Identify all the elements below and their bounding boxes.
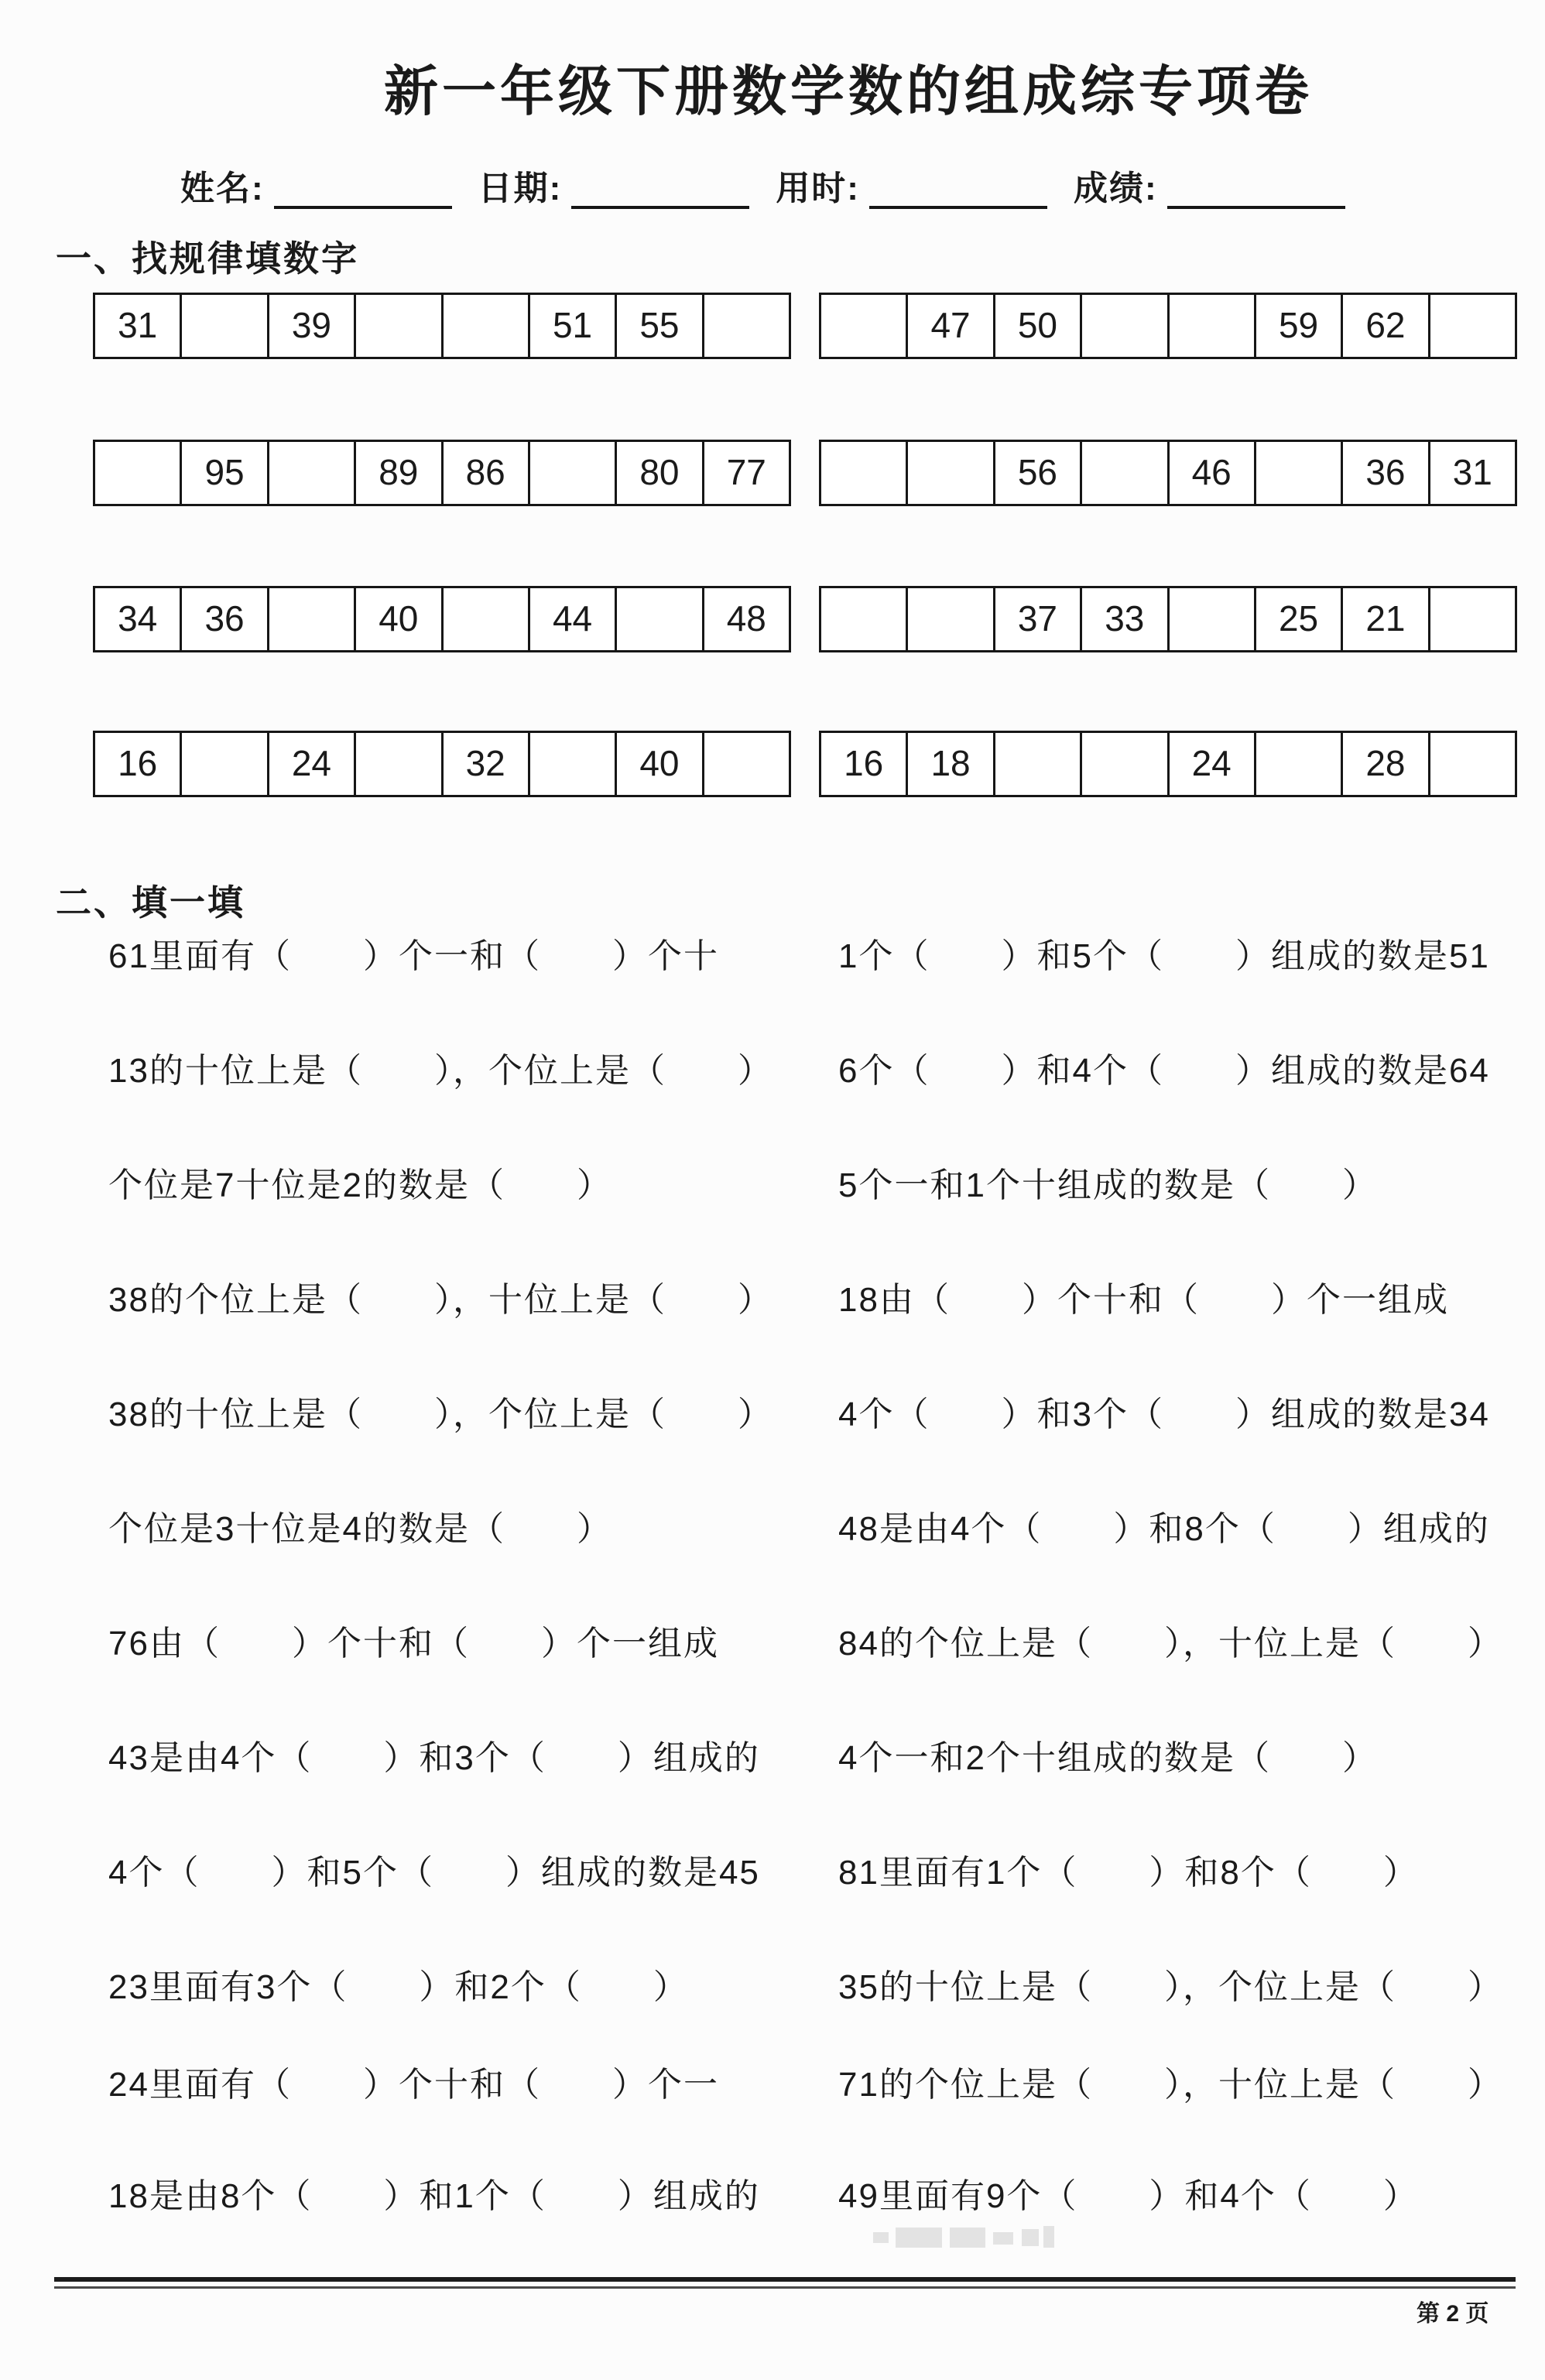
sequence-cell-blank xyxy=(908,588,995,650)
sequence-cell: 37 xyxy=(995,588,1082,650)
question-right-5: 4个（ ）和3个（ ）组成的数是34 xyxy=(838,1395,1490,1433)
sequence-cell: 95 xyxy=(182,442,269,504)
student-info-row xyxy=(180,169,1372,209)
sequence-cell: 50 xyxy=(995,295,1082,357)
sequence-table-row2-right xyxy=(819,440,1517,506)
sequence-cell-blank xyxy=(1082,442,1169,504)
sequence-cell: 80 xyxy=(617,442,704,504)
sequence-cell: 32 xyxy=(444,733,530,795)
question-left-11: 24里面有（ ）个十和（ ）个一 xyxy=(108,2066,719,2104)
sequence-cell: 25 xyxy=(1256,588,1343,650)
question-right-10: 35的十位上是（ ），个位上是（ ） xyxy=(838,1968,1503,2006)
sequence-cell-blank xyxy=(1170,588,1256,650)
date-blank-line xyxy=(571,170,749,209)
question-right-8: 4个一和2个十组成的数是（ ） xyxy=(838,1739,1378,1777)
question-right-6: 48是由4个（ ）和8个（ ）组成的 xyxy=(838,1510,1490,1548)
sequence-cell: 39 xyxy=(269,295,356,357)
question-right-11: 71的个位上是（ ），十位上是（ ） xyxy=(838,2066,1503,2104)
sequence-cell-blank xyxy=(269,588,356,650)
sequence-cell: 59 xyxy=(1256,295,1343,357)
sequence-cell: 40 xyxy=(617,733,704,795)
sequence-cell-blank xyxy=(444,295,530,357)
sequence-cell-blank xyxy=(1430,733,1515,795)
score-label: 成绩: xyxy=(1073,170,1158,207)
sequence-table-row2-left xyxy=(93,440,791,506)
question-left-3: 个位是7十位是2的数是（ ） xyxy=(108,1166,612,1204)
question-right-1: 1个（ ）和5个（ ）组成的数是51 xyxy=(838,937,1490,975)
sequence-cell: 31 xyxy=(95,295,182,357)
sequence-cell: 28 xyxy=(1343,733,1430,795)
question-left-1: 61里面有（ ）个一和（ ）个十 xyxy=(108,937,719,975)
sequence-cell-blank xyxy=(821,295,908,357)
sequence-cell: 18 xyxy=(908,733,995,795)
sequence-table-row4-left xyxy=(93,731,791,797)
section2-heading: 二、填一填 xyxy=(56,882,245,923)
sequence-cell-blank xyxy=(1430,295,1515,357)
question-left-4: 38的个位上是（ ），十位上是（ ） xyxy=(108,1281,773,1319)
sequence-cell: 55 xyxy=(617,295,704,357)
sequence-cell-blank xyxy=(444,588,530,650)
sequence-cell-blank xyxy=(1430,588,1515,650)
sequence-table-row1-right xyxy=(819,293,1517,359)
sequence-cell: 40 xyxy=(356,588,443,650)
sequence-cell: 21 xyxy=(1343,588,1430,650)
sequence-cell: 89 xyxy=(356,442,443,504)
sequence-cell-blank xyxy=(995,733,1082,795)
question-right-2: 6个（ ）和4个（ ）组成的数是64 xyxy=(838,1052,1490,1090)
sequence-cell: 24 xyxy=(269,733,356,795)
question-right-3: 5个一和1个十组成的数是（ ） xyxy=(838,1166,1378,1204)
date-label: 日期: xyxy=(478,170,563,207)
footer-rule xyxy=(54,2277,1516,2289)
sequence-cell: 46 xyxy=(1170,442,1256,504)
sequence-cell: 31 xyxy=(1452,452,1492,492)
sequence-table-row4-right xyxy=(819,731,1517,797)
sequence-cell-blank xyxy=(530,733,617,795)
sequence-cell-blank xyxy=(356,295,443,357)
sequence-cell: 86 xyxy=(444,442,530,504)
sequence-cell-blank xyxy=(95,442,182,504)
sequence-cell: 16 xyxy=(821,733,908,795)
page-title: 新一年级下册数学数的组成综专项卷 xyxy=(384,61,1313,122)
sequence-cell: 48 xyxy=(726,598,766,639)
sequence-cell-blank xyxy=(821,588,908,650)
sequence-cell: 47 xyxy=(908,295,995,357)
sequence-cell-blank xyxy=(821,442,908,504)
sequence-cell: 33 xyxy=(1082,588,1169,650)
question-left-12: 18是由8个（ ）和1个（ ）组成的 xyxy=(108,2177,760,2215)
section1-heading: 一、找规律填数字 xyxy=(56,238,359,279)
sequence-cell: 36 xyxy=(182,588,269,650)
question-left-7: 76由（ ）个十和（ ）个一组成 xyxy=(108,1625,719,1663)
sequence-cell-blank xyxy=(269,442,356,504)
sequence-table-row1-left xyxy=(93,293,791,359)
sequence-cell: 62 xyxy=(1343,295,1430,357)
sequence-cell: 36 xyxy=(1343,442,1430,504)
question-right-9: 81里面有1个（ ）和8个（ ） xyxy=(838,1854,1419,1892)
sequence-cell: 24 xyxy=(1170,733,1256,795)
sequence-cell-blank xyxy=(617,588,704,650)
question-left-6: 个位是3十位是4的数是（ ） xyxy=(108,1510,612,1548)
question-left-8: 43是由4个（ ）和3个（ ）组成的 xyxy=(108,1739,760,1777)
sequence-cell-blank xyxy=(704,733,789,795)
sequence-table-row3-right xyxy=(819,586,1517,652)
sequence-cell-blank xyxy=(182,295,269,357)
time-used-blank-line xyxy=(869,170,1047,209)
sequence-cell-blank xyxy=(704,295,789,357)
sequence-cell: 77 xyxy=(726,452,766,492)
sequence-cell: 51 xyxy=(530,295,617,357)
sequence-cell-blank xyxy=(356,733,443,795)
sequence-table-row3-left xyxy=(93,586,791,652)
question-left-5: 38的十位上是（ ），个位上是（ ） xyxy=(108,1395,773,1433)
question-right-12: 49里面有9个（ ）和4个（ ） xyxy=(838,2177,1419,2215)
sequence-cell-blank xyxy=(530,442,617,504)
sequence-cell-blank xyxy=(1170,295,1256,357)
sequence-cell: 44 xyxy=(530,588,617,650)
time-used-label: 用时: xyxy=(776,170,860,207)
question-right-7: 84的个位上是（ ），十位上是（ ） xyxy=(838,1625,1503,1663)
name-label: 姓名: xyxy=(180,170,265,207)
sequence-cell: 34 xyxy=(95,588,182,650)
page-number: 第 2 页 xyxy=(1417,2301,1489,2327)
sequence-cell-blank xyxy=(1256,442,1343,504)
sequence-cell-blank xyxy=(1082,295,1169,357)
sequence-cell-blank xyxy=(1082,733,1169,795)
name-blank-line xyxy=(274,170,452,209)
sequence-cell-blank xyxy=(182,733,269,795)
sequence-cell-blank xyxy=(908,442,995,504)
sequence-cell: 56 xyxy=(995,442,1082,504)
question-left-2: 13的十位上是（ ），个位上是（ ） xyxy=(108,1052,773,1090)
sequence-cell-blank xyxy=(1256,733,1343,795)
question-right-4: 18由（ ）个十和（ ）个一组成 xyxy=(838,1281,1449,1319)
question-left-9: 4个（ ）和5个（ ）组成的数是45 xyxy=(108,1854,760,1892)
question-left-10: 23里面有3个（ ）和2个（ ） xyxy=(108,1968,689,2006)
sequence-cell: 16 xyxy=(95,733,182,795)
score-blank-line xyxy=(1167,170,1345,209)
